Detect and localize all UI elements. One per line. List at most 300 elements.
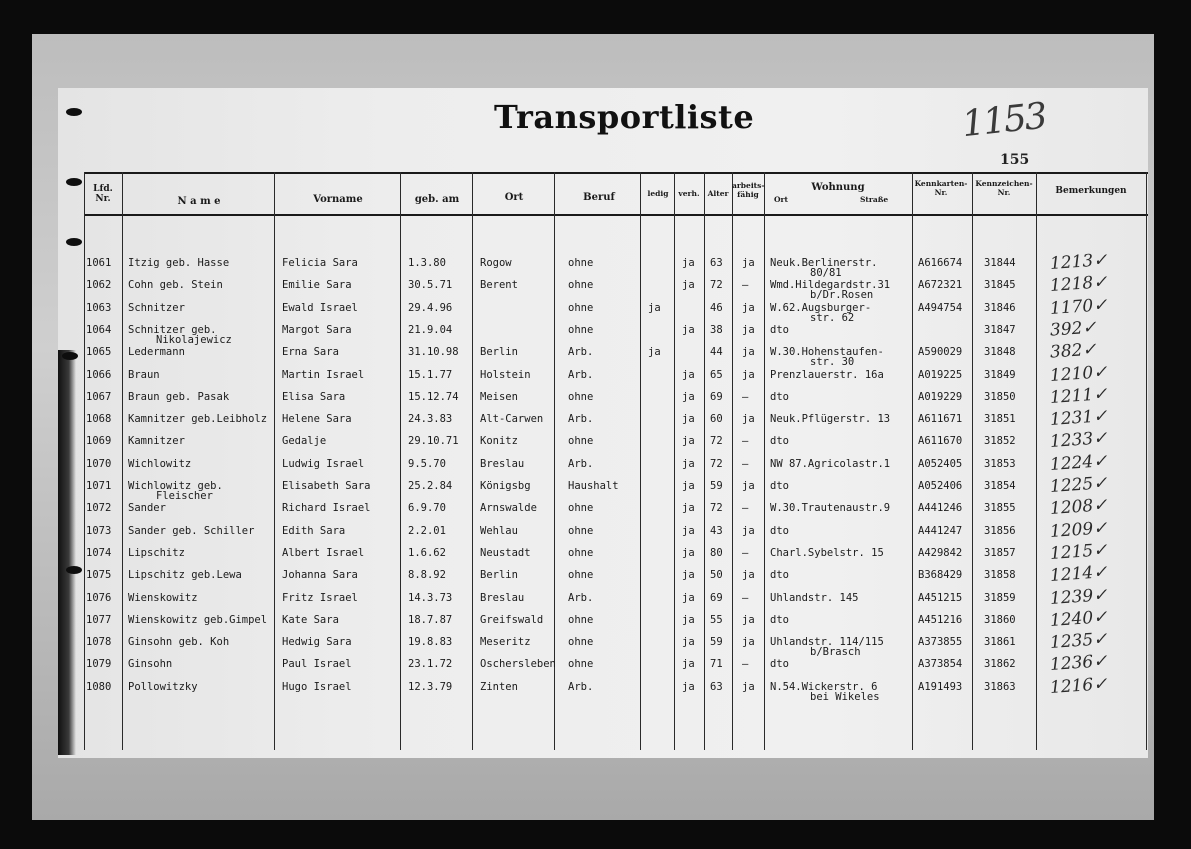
cell-ort: Wehlau: [480, 524, 518, 537]
cell-geb: 24.3.83: [408, 413, 453, 426]
header-vorname: Vorname: [313, 194, 363, 205]
cell-kennzeichen: 31854: [984, 480, 1016, 492]
cell-geb: 9.5.70: [408, 457, 446, 470]
cell-nr: 1062: [86, 279, 112, 292]
cell-geb: 25.2.84: [408, 480, 453, 492]
cell-arb: –: [742, 546, 749, 559]
cell-beruf: Arb.: [568, 591, 594, 604]
cell-kennzeichen: 31860: [984, 613, 1016, 626]
cell-wohnung: dto: [770, 323, 789, 336]
cell-beruf: ohne: [568, 613, 594, 626]
cell-wohnung-continued: b/Dr.Rosen: [810, 289, 874, 302]
header-wohnung-strasse: Straße: [860, 195, 889, 204]
cell-geb: 12.3.79: [408, 680, 453, 693]
cell-kennkarte: A441246: [918, 502, 963, 515]
column-rule: [972, 172, 973, 750]
cell-verh: ja: [682, 435, 695, 448]
cell-nr: 1080: [86, 680, 112, 693]
column-rule: [472, 172, 473, 750]
cell-beruf: ohne: [568, 257, 594, 269]
cell-beruf: ohne: [568, 569, 594, 582]
cell-ort: Neustadt: [480, 546, 531, 559]
cell-name: Wienskowitz geb.Gimpel: [128, 613, 268, 626]
cell-geb: 19.8.83: [408, 636, 453, 649]
cell-verh: ja: [682, 524, 695, 537]
cell-name: Wichlowitz: [128, 457, 192, 470]
handwritten-remark: 382✓: [1049, 339, 1098, 363]
cell-alter: 69: [710, 390, 723, 403]
cell-kennzeichen: 31862: [984, 658, 1016, 671]
cell-vorname: Albert Israel: [282, 546, 365, 559]
cell-wohnung: dto: [770, 658, 789, 671]
cell-ort: Zinten: [480, 680, 518, 693]
cell-verh: ja: [682, 591, 695, 604]
cell-name: Sander: [128, 502, 166, 515]
cell-wohnung: dto: [770, 524, 789, 537]
cell-nr: 1077: [86, 613, 112, 626]
cell-kennzeichen: 31851: [984, 413, 1016, 426]
cell-wohnung: Wmd.Hildegardstr.31: [770, 279, 891, 292]
cell-alter: 63: [710, 257, 723, 269]
cell-beruf: ohne: [568, 279, 594, 292]
header-kennzeichen: Kennzeichen-Nr.: [975, 179, 1033, 197]
column-rule: [764, 172, 765, 750]
cell-arb: –: [742, 591, 749, 604]
cell-geb: 15.1.77: [408, 368, 453, 381]
cell-name: Braun geb. Pasak: [128, 390, 230, 403]
column-rule: [674, 172, 675, 750]
cell-kennkarte: A429842: [918, 546, 963, 559]
cell-arb: ja: [742, 680, 755, 693]
header-ort: Ort: [504, 192, 524, 203]
cell-wohnung: dto: [770, 435, 789, 448]
cell-arb: ja: [742, 524, 755, 537]
cell-wohnung: N.54.Wickerstr. 6: [770, 680, 878, 693]
cell-alter: 72: [710, 457, 723, 470]
cell-geb: 15.12.74: [408, 390, 459, 403]
cell-name: Ginsohn: [128, 658, 173, 671]
cell-geb: 1.3.80: [408, 257, 446, 269]
cell-vorname: Hedwig Sara: [282, 636, 352, 649]
cell-kennkarte: A019225: [918, 368, 963, 381]
punch-hole: [66, 108, 82, 116]
header-name: N a m e: [177, 196, 221, 207]
cell-kennkarte: A494754: [918, 301, 963, 314]
cell-name: Lipschitz: [128, 546, 185, 559]
cell-name: Schnitzer: [128, 301, 185, 314]
cell-name: Sander geb. Schiller: [128, 524, 255, 537]
cell-alter: 69: [710, 591, 723, 604]
cell-kennkarte: A373854: [918, 658, 963, 671]
cell-alter: 72: [710, 279, 723, 292]
cell-beruf: ohne: [568, 435, 594, 448]
punch-hole: [66, 566, 82, 574]
cell-name: Itzig geb. Hasse: [128, 257, 230, 269]
cell-ort: Berlin: [480, 569, 518, 582]
cell-kennzeichen: 31848: [984, 346, 1016, 359]
cell-geb: 29.10.71: [408, 435, 459, 448]
handwritten-remark: 1231✓: [1049, 406, 1109, 431]
cell-name: Schnitzer geb.: [128, 323, 217, 336]
cell-wohnung: Charl.Sybelstr. 15: [770, 546, 884, 559]
handwritten-remark: 1210✓: [1049, 361, 1109, 386]
cell-geb: 18.7.87: [408, 613, 453, 626]
cell-vorname: Ludwig Israel: [282, 457, 365, 470]
cell-kennzeichen: 31849: [984, 368, 1016, 381]
cell-beruf: ohne: [568, 502, 594, 515]
cell-wohnung: dto: [770, 390, 789, 403]
cell-wohnung-continued: str. 62: [810, 311, 855, 324]
cell-vorname: Fritz Israel: [282, 591, 358, 604]
cell-arb: –: [742, 435, 749, 448]
column-rule: [274, 172, 275, 750]
cell-vorname: Elisabeth Sara: [282, 480, 371, 492]
column-rule: [912, 172, 913, 750]
cell-nr: 1063: [86, 301, 112, 314]
header-geb-am: geb. am: [414, 194, 460, 205]
handwritten-remark: 1239✓: [1049, 584, 1109, 609]
cell-arb: –: [742, 279, 749, 292]
handwritten-remark: 1170✓: [1049, 294, 1109, 319]
cell-verh: ja: [682, 636, 695, 649]
cell-name: Lipschitz geb.Lewa: [128, 569, 242, 582]
cell-kennzeichen: 31857: [984, 546, 1016, 559]
table-header-rule: [84, 214, 1148, 216]
document-title: Transportliste: [494, 98, 755, 136]
cell-geb: 23.1.72: [408, 658, 453, 671]
cell-vorname: Erna Sara: [282, 346, 339, 359]
cell-kennzeichen: 31859: [984, 591, 1016, 604]
cell-verh: ja: [682, 457, 695, 470]
cell-geb: 31.10.98: [408, 346, 459, 359]
cell-geb: 29.4.96: [408, 301, 453, 314]
cell-arb: ja: [742, 323, 755, 336]
cell-vorname: Elisa Sara: [282, 390, 346, 403]
cell-beruf: Haushalt: [568, 480, 619, 492]
cell-vorname: Felicia Sara: [282, 257, 358, 269]
cell-kennkarte: A191493: [918, 680, 963, 693]
cell-alter: 59: [710, 636, 723, 649]
cell-alter: 38: [710, 323, 723, 336]
cell-name: Wienskowitz: [128, 591, 198, 604]
handwritten-remark: 1208✓: [1049, 495, 1109, 520]
cell-alter: 55: [710, 613, 723, 626]
cell-kennkarte: A616674: [918, 257, 963, 269]
cell-kennzeichen: 31853: [984, 457, 1016, 470]
cell-wohnung-continued: str. 30: [810, 356, 855, 369]
cell-beruf: ohne: [568, 636, 594, 649]
cell-name: Kamnitzer: [128, 435, 185, 448]
cell-wohnung-continued: 80/81: [810, 267, 842, 279]
cell-nr: 1070: [86, 457, 112, 470]
cell-alter: 43: [710, 524, 723, 537]
cell-wohnung: NW 87.Agricolastr.1: [770, 457, 891, 470]
handwritten-remark: 1225✓: [1049, 473, 1109, 497]
cell-vorname: Johanna Sara: [282, 569, 358, 582]
cell-vorname: Hugo Israel: [282, 680, 352, 693]
cell-arb: ja: [742, 480, 755, 492]
cell-ort: Rogow: [480, 257, 512, 269]
cell-name: Ledermann: [128, 346, 185, 359]
cell-name: Cohn geb. Stein: [128, 279, 223, 292]
cell-beruf: ohne: [568, 390, 594, 403]
cell-ort: Greifswald: [480, 613, 544, 626]
punch-hole: [66, 178, 82, 186]
cell-wohnung: W.30.Hohenstaufen-: [770, 346, 884, 359]
cell-wohnung: Neuk.Pflügerstr. 13: [770, 413, 891, 426]
header-lfd-nr: Lfd. Nr.: [93, 184, 113, 205]
cell-geb: 2.2.01: [408, 524, 446, 537]
cell-kennkarte: B368429: [918, 569, 963, 582]
handwritten-remark: 1240✓: [1049, 606, 1109, 631]
cell-verh: ja: [682, 257, 695, 269]
cell-ort: Konitz: [480, 435, 518, 448]
cell-wohnung: W.62.Augsburger-: [770, 301, 872, 314]
cell-kennzeichen: 31847: [984, 323, 1016, 336]
cell-nr: 1071: [86, 480, 112, 492]
cell-arb: ja: [742, 301, 755, 314]
cell-ort: Breslau: [480, 457, 525, 470]
cell-wohnung: W.30.Trautenaustr.9: [770, 502, 891, 515]
cell-arb: ja: [742, 257, 755, 269]
cell-ort: Holstein: [480, 368, 531, 381]
cell-arb: ja: [742, 613, 755, 626]
cell-ort: Berent: [480, 279, 518, 292]
cell-arb: ja: [742, 413, 755, 426]
cell-geb: 1.6.62: [408, 546, 446, 559]
cell-beruf: ohne: [568, 323, 594, 336]
cell-vorname: Martin Israel: [282, 368, 365, 381]
cell-nr: 1067: [86, 390, 112, 403]
handwritten-remark: 1215✓: [1049, 539, 1109, 564]
cell-wohnung: dto: [770, 480, 789, 492]
cell-geb: 30.5.71: [408, 279, 453, 292]
cell-beruf: ohne: [568, 301, 594, 314]
column-rule: [640, 172, 641, 750]
column-rule: [84, 172, 85, 750]
cell-verh: ja: [682, 323, 695, 336]
cell-beruf: Arb.: [568, 368, 594, 381]
cell-ort: Breslau: [480, 591, 525, 604]
cell-wohnung: Uhlandstr. 114/115: [770, 636, 884, 649]
cell-name: Kamnitzer geb.Leibholz: [128, 413, 268, 426]
cell-vorname: Paul Israel: [282, 658, 352, 671]
cell-kennkarte: A672321: [918, 279, 963, 292]
cell-kennzeichen: 31855: [984, 502, 1016, 515]
header-wohnung-ort: Ort: [774, 195, 788, 204]
cell-beruf: Arb.: [568, 457, 594, 470]
cell-kennzeichen: 31856: [984, 524, 1016, 537]
cell-kennzeichen: 31846: [984, 301, 1016, 314]
cell-wohnung: Neuk.Berlinerstr.: [770, 257, 878, 269]
cell-kennkarte: A373855: [918, 636, 963, 649]
cell-beruf: ohne: [568, 524, 594, 537]
handwritten-remark: 1213✓: [1049, 250, 1109, 274]
cell-arb: ja: [742, 569, 755, 582]
cell-arb: ja: [742, 346, 755, 359]
cell-wohnung-continued: bei Wikeles: [810, 690, 880, 703]
cell-verh: ja: [682, 279, 695, 292]
cell-geb: 8.8.92: [408, 569, 446, 582]
cell-vorname: Kate Sara: [282, 613, 339, 626]
cell-arb: –: [742, 658, 749, 671]
cell-geb: 6.9.70: [408, 502, 446, 515]
cell-vorname: Gedalje: [282, 435, 327, 448]
header-arbeitsfaehig: arbeits-fähig: [732, 181, 765, 199]
handwritten-remark: 1224✓: [1049, 450, 1109, 475]
cell-name: Ginsohn geb. Koh: [128, 636, 230, 649]
cell-nr: 1073: [86, 524, 112, 537]
cell-wohnung: dto: [770, 613, 789, 626]
torn-edge-shadow: [58, 350, 76, 755]
cell-name-continued: Fleischer: [156, 490, 213, 502]
cell-vorname: Edith Sara: [282, 524, 346, 537]
cell-alter: 46: [710, 301, 723, 314]
column-rule: [732, 172, 733, 750]
cell-ort: Meseritz: [480, 636, 531, 649]
header-ledig: ledig: [647, 189, 669, 198]
cell-alter: 71: [710, 658, 723, 671]
table-top-rule: [84, 172, 1148, 174]
cell-verh: ja: [682, 502, 695, 515]
header-alter: Alter: [707, 189, 729, 198]
cell-nr: 1076: [86, 591, 112, 604]
header-wohnung: Wohnung: [811, 182, 865, 193]
cell-verh: ja: [682, 413, 695, 426]
cell-beruf: Arb.: [568, 346, 594, 359]
cell-arb: –: [742, 502, 749, 515]
handwritten-remark: 1236✓: [1049, 651, 1109, 676]
cell-ort: Berlin: [480, 346, 518, 359]
cell-verh: ja: [682, 480, 695, 492]
cell-nr: 1061: [86, 257, 112, 269]
header-kennkarten: Kennkarten-Nr.: [914, 179, 968, 197]
cell-wohnung: dto: [770, 569, 789, 582]
cell-kennzeichen: 31850: [984, 390, 1016, 403]
cell-verh: ja: [682, 569, 695, 582]
cell-arb: –: [742, 390, 749, 403]
cell-kennkarte: A019229: [918, 390, 963, 403]
cell-ort: Oschersleben: [480, 658, 556, 671]
cell-name: Pollowitzky: [128, 680, 198, 693]
cell-geb: 21.9.04: [408, 323, 453, 336]
handwritten-remark: 1211✓: [1049, 383, 1109, 408]
cell-verh: ja: [682, 658, 695, 671]
header-beruf: Beruf: [583, 192, 615, 203]
cell-verh: ja: [682, 680, 695, 693]
cell-ledig: ja: [648, 346, 661, 359]
cell-kennkarte: A590029: [918, 346, 963, 359]
cell-kennzeichen: 31861: [984, 636, 1016, 649]
cell-wohnung-continued: b/Brasch: [810, 646, 861, 659]
cell-name: Braun: [128, 368, 160, 381]
column-rule: [1036, 172, 1037, 750]
punch-hole: [62, 352, 78, 360]
cell-kennzeichen: 31844: [984, 257, 1016, 269]
cell-nr: 1064: [86, 323, 112, 336]
cell-kennkarte: A052405: [918, 457, 963, 470]
cell-ort: Meisen: [480, 390, 518, 403]
cell-arb: ja: [742, 636, 755, 649]
handwritten-remark: 1233✓: [1049, 428, 1109, 453]
cell-kennzeichen: 31858: [984, 569, 1016, 582]
cell-alter: 59: [710, 480, 723, 492]
cell-alter: 72: [710, 502, 723, 515]
cell-kennkarte: A052406: [918, 480, 963, 492]
cell-kennkarte: A611671: [918, 413, 963, 426]
cell-nr: 1068: [86, 413, 112, 426]
cell-wohnung: Uhlandstr. 145: [770, 591, 859, 604]
handwritten-remark: 1209✓: [1049, 517, 1109, 542]
cell-kennzeichen: 31863: [984, 680, 1016, 693]
cell-kennkarte: A441247: [918, 524, 963, 537]
cell-arb: –: [742, 457, 749, 470]
cell-verh: ja: [682, 546, 695, 559]
handwritten-remark: 1214✓: [1049, 562, 1109, 587]
handwritten-remark: 1218✓: [1049, 272, 1109, 297]
column-rule: [400, 172, 401, 750]
cell-vorname: Emilie Sara: [282, 279, 352, 292]
cell-alter: 65: [710, 368, 723, 381]
cell-ort: Arnswalde: [480, 502, 537, 515]
cell-alter: 72: [710, 435, 723, 448]
cell-alter: 63: [710, 680, 723, 693]
cell-nr: 1075: [86, 569, 112, 582]
cell-arb: ja: [742, 368, 755, 381]
cell-kennzeichen: 31852: [984, 435, 1016, 448]
page-number: 155: [1000, 152, 1030, 168]
cell-beruf: Arb.: [568, 413, 594, 426]
cell-verh: ja: [682, 613, 695, 626]
cell-verh: ja: [682, 390, 695, 403]
punch-hole: [66, 238, 82, 246]
cell-geb: 14.3.73: [408, 591, 453, 604]
handwritten-remark: 1235✓: [1049, 629, 1109, 654]
cell-nr: 1065: [86, 346, 112, 359]
column-rule: [1146, 172, 1147, 750]
cell-wohnung: Prenzlauerstr. 16a: [770, 368, 884, 381]
header-verh: verh.: [678, 189, 700, 198]
cell-nr: 1066: [86, 368, 112, 381]
cell-name: Wichlowitz geb.: [128, 480, 223, 492]
cell-nr: 1078: [86, 636, 112, 649]
cell-ort: Königsbg: [480, 480, 531, 492]
cell-alter: 80: [710, 546, 723, 559]
cell-kennzeichen: 31845: [984, 279, 1016, 292]
cell-name-continued: Nikolajewicz: [156, 333, 232, 346]
cell-kennkarte: A451215: [918, 591, 963, 604]
cell-nr: 1069: [86, 435, 112, 448]
cell-vorname: Richard Israel: [282, 502, 371, 515]
cell-ort: Alt-Carwen: [480, 413, 544, 426]
cell-nr: 1074: [86, 546, 112, 559]
cell-verh: ja: [682, 368, 695, 381]
header-bemerkungen: Bemerkungen: [1055, 186, 1127, 196]
column-rule: [122, 172, 123, 750]
handwritten-remark: 392✓: [1049, 317, 1098, 341]
cell-alter: 50: [710, 569, 723, 582]
cell-vorname: Ewald Israel: [282, 301, 358, 314]
handwritten-number: 1153: [960, 95, 1048, 146]
cell-beruf: Arb.: [568, 680, 594, 693]
cell-vorname: Margot Sara: [282, 323, 352, 336]
cell-kennkarte: A611670: [918, 435, 963, 448]
cell-alter: 60: [710, 413, 723, 426]
cell-kennkarte: A451216: [918, 613, 963, 626]
handwritten-remark: 1216✓: [1049, 673, 1109, 698]
cell-nr: 1079: [86, 658, 112, 671]
cell-beruf: ohne: [568, 658, 594, 671]
